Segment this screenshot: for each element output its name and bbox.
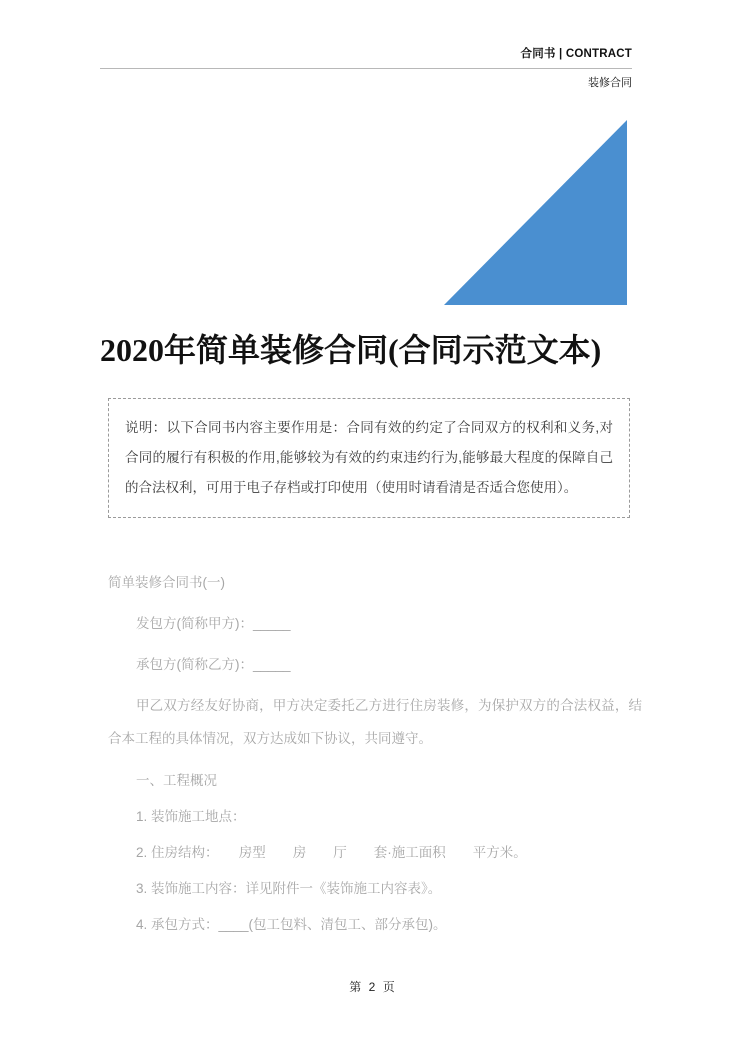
- paragraph: 2. 住房结构： 房型 房 厅 套·施工面积 平方米。: [136, 845, 527, 860]
- header-divider: [100, 68, 632, 69]
- paragraph: 3. 装饰施工内容：详见附件一《装饰施工内容表》。: [136, 881, 442, 896]
- page-footer: [0, 978, 744, 995]
- paragraph: 承包方(简称乙方)：_____: [136, 657, 291, 672]
- header-brand-en: CONTRACT: [565, 48, 632, 60]
- paragraph: 1. 装饰施工地点：: [136, 809, 246, 824]
- footer-prefix: 第: [349, 980, 362, 994]
- page-title: 2020年简单装修合同(合同示范文本): [100, 332, 602, 368]
- paragraph: 发包方(简称甲方)：_____: [136, 616, 291, 631]
- footer-page-number: 2: [368, 980, 376, 994]
- page-header: [100, 46, 632, 90]
- header-brand-cn: 合同书: [520, 48, 556, 60]
- paragraph: 甲乙双方经友好协商，甲方决定委托乙方进行住房装修，为保护双方的合法权益，结合本工程的具体情况，双方达成如下协议，共同遵守。: [108, 698, 642, 746]
- note-box: 说明：以下合同书内容主要作用是：合同有效的约定了合同双方的权利和义务,对合同的履行有积极的作用,能够较为有效的约束违约行为,能够最大程度的保障自己的合法权利，可用于电子存档或打印使用（使用时请看清是否适合您使用）。: [108, 398, 630, 518]
- header-brand-separator: |: [559, 48, 563, 60]
- paragraph: 简单装修合同书(一): [108, 575, 225, 590]
- decorative-triangle: [444, 120, 627, 305]
- header-brand: [100, 46, 632, 62]
- paragraph: 4. 承包方式：____(包工包料、清包工、部分承包)。: [136, 917, 447, 932]
- header-subtitle: 装修合同: [588, 77, 632, 89]
- footer-suffix: 页: [382, 980, 395, 994]
- document-body: [108, 566, 642, 951]
- paragraph: 一、工程概况: [136, 773, 217, 788]
